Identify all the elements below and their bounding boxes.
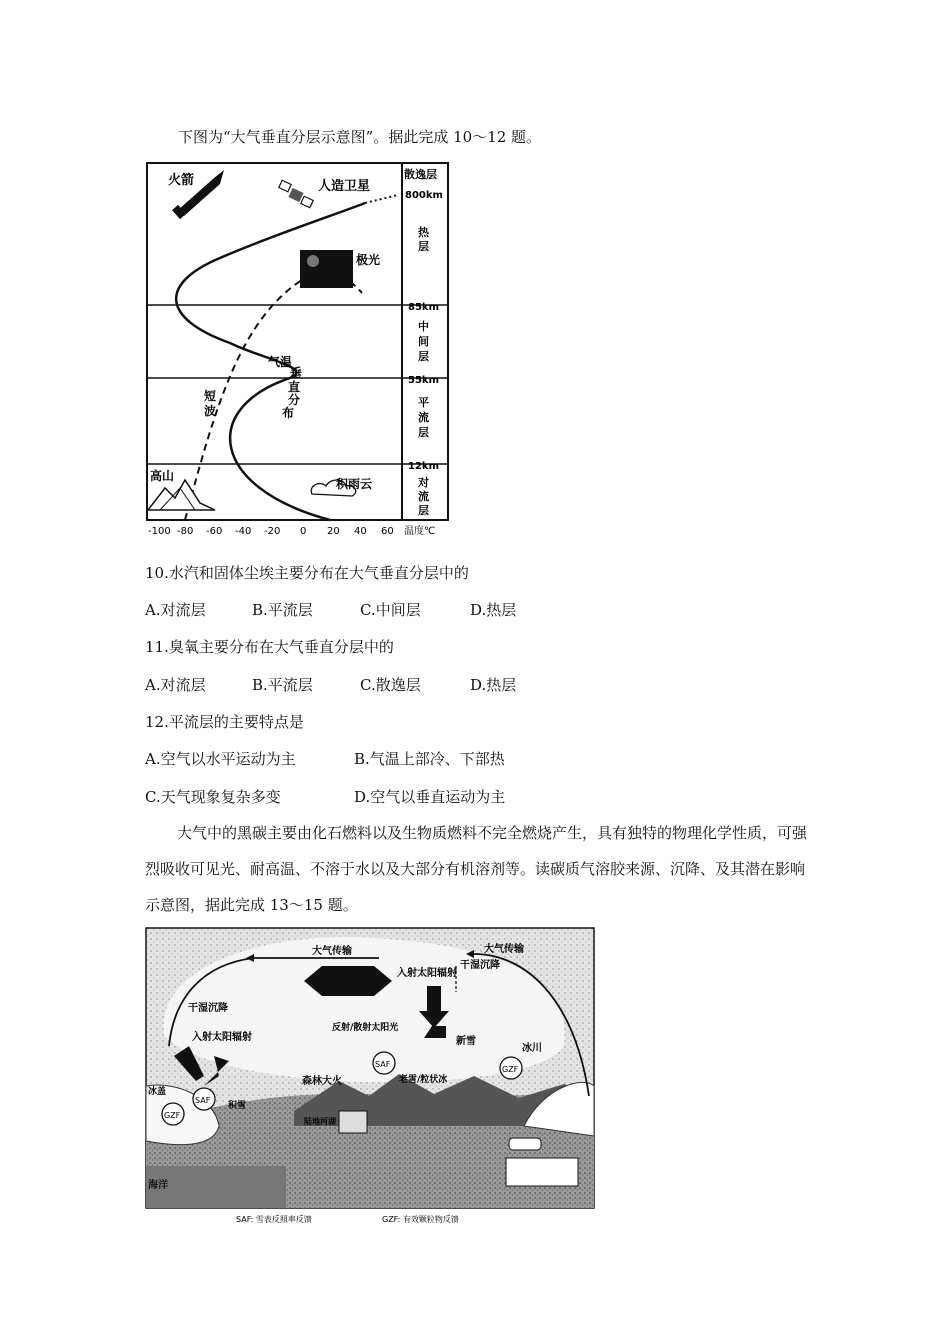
label-rocket: 火箭 <box>168 173 195 188</box>
label-temp-2: 垂 <box>290 366 303 380</box>
caption-saf: SAF: 雪表反照率反馈 <box>236 1215 312 1224</box>
intro-paragraph-2: 大气中的黑碳主要由化石燃料以及生物质燃料不完全燃烧产生，具有独特的物理化学性质，可强烈吸收可见光、耐高温、不溶于水以及大部分有机溶剂等。读碳质气溶胶来源、沉降、及其潜在影响示意图，据此完成 13～15 题。 <box>145 824 808 914</box>
label-temp-5: 布 <box>282 406 295 420</box>
q11-option-a: A.对流层 <box>145 676 206 694</box>
label-short-1: 短 <box>204 389 217 403</box>
lbl-snow: 积雪 <box>228 1101 247 1111</box>
aurora-glow <box>307 255 319 267</box>
xtick: -40 <box>235 526 252 537</box>
xtick: -20 <box>264 526 281 537</box>
layer-strato-2: 流 <box>418 411 429 424</box>
q11-option-d: D.热层 <box>470 676 517 694</box>
label-temp-4: 分 <box>288 393 301 407</box>
carbon-aerosol-diagram <box>144 926 596 1226</box>
q12-option-b: B.气温上部冷、下部热 <box>354 750 505 768</box>
lbl-transport-right: 大气传输 <box>484 944 524 955</box>
lbl-drywet-right: 干湿沉降 <box>460 960 500 971</box>
label-cloud: 积雨云 <box>336 477 373 491</box>
q12-option-c: C.天气现象复杂多变 <box>145 788 281 806</box>
q10-option-c: C.中间层 <box>360 601 421 619</box>
q12-option-a: A.空气以水平运动为主 <box>145 750 296 768</box>
lbl-reflect: 反射/散射太阳光 <box>332 1023 399 1033</box>
lbl-new-snow: 新雪 <box>456 1036 476 1047</box>
lbl-incoming-top: 入射太阳辐射 <box>397 968 457 979</box>
q10-stem: 10.水汽和固体尘埃主要分布在大气垂直分层中的 <box>145 564 469 582</box>
fig1-frame <box>147 163 402 520</box>
q12-stem: 12.平流层的主要特点是 <box>145 713 304 731</box>
layer-tropo-2: 流 <box>418 490 429 503</box>
lbl-forest-fire: 森林大火 <box>302 1076 342 1087</box>
q11-option-b: B.平流层 <box>252 676 313 694</box>
layer-exosphere: 散逸层 <box>404 168 437 181</box>
height-12: 12km <box>408 461 439 472</box>
black-carbon-hexagon <box>304 966 392 996</box>
xtick: -100 <box>148 526 171 537</box>
lbl-gzf-right: GZF <box>502 1065 519 1074</box>
q10-option-d: D.热层 <box>470 601 517 619</box>
label-temp-3: 直 <box>288 380 301 394</box>
lbl-incoming-left: 入射太阳辐射 <box>192 1032 252 1043</box>
xtick: -80 <box>177 526 194 537</box>
layer-strato-1: 平 <box>418 396 429 409</box>
xtick: 40 <box>354 526 367 537</box>
atmosphere-layer-diagram <box>140 158 450 548</box>
layer-meso-1: 中 <box>418 320 429 333</box>
xtick: 20 <box>327 526 340 537</box>
caption-gzf: GZF: 有效颗粒物反馈 <box>382 1215 459 1224</box>
layer-thermo-1: 热 <box>418 226 429 239</box>
q12-option-d: D.空气以垂直运动为主 <box>354 788 506 806</box>
label-temp-1: 气温 <box>268 355 293 369</box>
layer-tropo-1: 对 <box>418 476 429 489</box>
layer-tropo-3: 层 <box>418 504 429 517</box>
label-mountain: 高山 <box>150 469 175 483</box>
lbl-transport-left: 大气传输 <box>312 946 352 957</box>
lbl-old-snow: 老雪/粒状冰 <box>399 1075 448 1085</box>
height-800: 800km <box>405 190 443 201</box>
intro-line-1: 下图为“大气垂直分层示意图”。据此完成 10～12 题。 <box>178 128 542 146</box>
truck <box>506 1158 578 1186</box>
q10-option-a: A.对流层 <box>145 601 206 619</box>
layer-strato-3: 层 <box>418 426 429 439</box>
lbl-glacier: 冰川 <box>522 1043 542 1054</box>
lbl-ice-cap: 冰盖 <box>148 1087 167 1097</box>
lbl-ocean: 海洋 <box>148 1180 168 1191</box>
q11-stem: 11.臭氧主要分布在大气垂直分层中的 <box>145 638 394 656</box>
x-unit: 温度℃ <box>404 526 436 537</box>
lbl-saf-left: SAF <box>195 1096 211 1105</box>
lbl-saf-mid: SAF <box>375 1060 391 1069</box>
label-satellite: 人造卫星 <box>318 179 371 194</box>
aurora-box <box>300 250 353 288</box>
label-aurora: 极光 <box>356 253 381 267</box>
xtick: -60 <box>206 526 223 537</box>
height-85: 85km <box>408 302 439 313</box>
car <box>509 1138 541 1150</box>
lbl-gzf-left: GZF <box>164 1111 181 1120</box>
lbl-land: 陆地河湖 <box>304 1117 336 1126</box>
q10-option-b: B.平流层 <box>252 601 313 619</box>
layer-thermo-2: 层 <box>418 240 429 253</box>
layer-meso-2: 间 <box>418 335 429 348</box>
xtick: 60 <box>381 526 394 537</box>
xtick: 0 <box>300 526 307 537</box>
layer-meso-3: 层 <box>418 350 429 363</box>
height-55: 55km <box>408 375 439 386</box>
lbl-drywet-left: 干湿沉降 <box>188 1003 228 1014</box>
q11-option-c: C.散逸层 <box>360 676 421 694</box>
label-short-2: 波 <box>204 404 217 418</box>
factory <box>339 1111 367 1133</box>
